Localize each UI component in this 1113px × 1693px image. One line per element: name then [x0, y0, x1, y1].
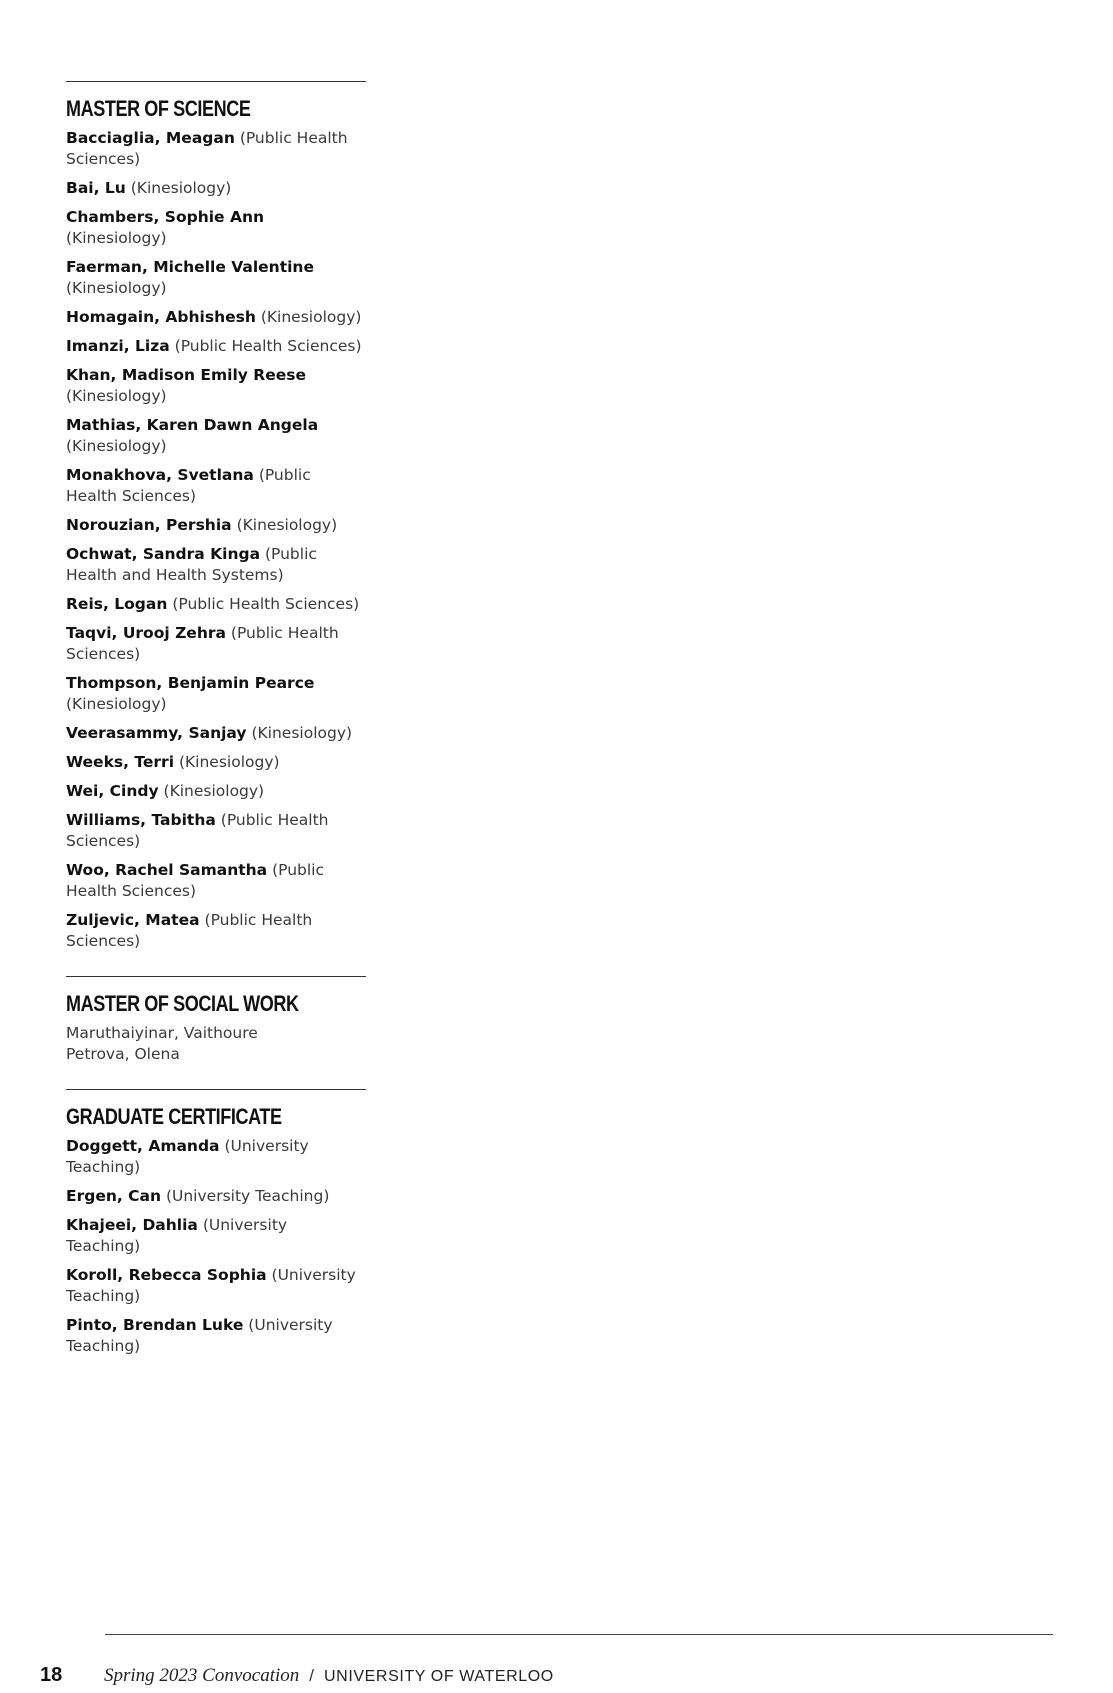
- graduate-program: (Kinesiology): [66, 437, 167, 455]
- graduate-name: Faerman, Michelle Valentine: [66, 258, 314, 276]
- list-item: [66, 623, 366, 665]
- list-item: [66, 673, 366, 715]
- list-item: [66, 1215, 366, 1257]
- entry-list: [66, 128, 366, 952]
- list-item: [66, 1186, 366, 1207]
- graduate-program: (Public Health Sciences): [174, 337, 362, 355]
- graduate-program: (University Teaching): [66, 1316, 333, 1355]
- graduate-program: (Public Health Sciences): [66, 811, 329, 850]
- graduate-name: Homagain, Abhishesh: [66, 308, 256, 326]
- list-item: [66, 465, 366, 507]
- graduate-program: (Kinesiology): [251, 724, 353, 742]
- section-title: MASTER OF SOCIAL WORK: [66, 991, 299, 1016]
- graduate-name: Wei, Cindy: [66, 782, 159, 800]
- list-item: [66, 544, 366, 586]
- graduate-name: Doggett, Amanda: [66, 1137, 220, 1155]
- graduate-program: (Public Health Sciences): [66, 624, 339, 663]
- graduate-list-column: [66, 81, 366, 1365]
- graduate-name: Chambers, Sophie Ann: [66, 208, 265, 226]
- list-item: [66, 752, 366, 773]
- graduate-name: Bai, Lu: [66, 179, 126, 197]
- graduate-name: Norouzian, Pershia: [66, 516, 232, 534]
- graduate-name: Woo, Rachel Samantha: [66, 861, 268, 879]
- graduate-name: Zuljevic, Matea: [66, 911, 200, 929]
- footer-divider: [105, 1634, 1053, 1635]
- graduate-program: (University Teaching): [66, 1266, 356, 1305]
- graduate-program: (Public Health Sciences): [66, 861, 324, 900]
- graduate-name: Reis, Logan: [66, 595, 168, 613]
- graduate-program: (Public Health and Health Systems): [66, 545, 317, 584]
- list-item: Maruthaiyinar, Vaithoure: [66, 1024, 258, 1042]
- graduate-name: Thompson, Benjamin Pearce: [66, 674, 315, 692]
- graduate-name: Monakhova, Svetlana: [66, 466, 254, 484]
- entry-list: [66, 1023, 366, 1065]
- list-item: [66, 128, 366, 170]
- graduate-program: (University Teaching): [66, 1216, 288, 1255]
- graduate-program: (Kinesiology): [66, 229, 167, 247]
- graduate-name: Ochwat, Sandra Kinga: [66, 545, 261, 563]
- list-item: [66, 365, 366, 407]
- list-item: [66, 178, 366, 199]
- list-item: [66, 810, 366, 852]
- graduate-name: Koroll, Rebecca Sophia: [66, 1266, 267, 1284]
- list-item: [66, 307, 366, 328]
- graduate-program: (Public Health Sciences): [172, 595, 360, 613]
- graduate-program: (Kinesiology): [236, 516, 338, 534]
- list-item: [66, 781, 366, 802]
- section-title: MASTER OF SCIENCE: [66, 96, 251, 121]
- list-item: [66, 860, 366, 902]
- graduate-program: (Public Health Sciences): [66, 466, 311, 505]
- section-divider: [66, 1089, 366, 1090]
- graduate-program: (Public Health Sciences): [66, 911, 313, 950]
- graduate-name: Bacciaglia, Meagan: [66, 129, 235, 147]
- section-master-of-science: [66, 81, 366, 976]
- graduate-program: (Kinesiology): [66, 695, 167, 713]
- graduate-program: (Kinesiology): [178, 753, 280, 771]
- page-footer: [40, 1664, 554, 1688]
- graduate-program: (Kinesiology): [260, 308, 362, 326]
- graduate-program: (University Teaching): [165, 1187, 330, 1205]
- list-item: [66, 336, 366, 357]
- footer-separator: /: [309, 1666, 315, 1685]
- list-item: [66, 515, 366, 536]
- graduate-name: Imanzi, Liza: [66, 337, 170, 355]
- section-graduate-certificate: [66, 1089, 366, 1357]
- graduate-name: Mathias, Karen Dawn Angela: [66, 416, 319, 434]
- section-divider: [66, 81, 366, 82]
- list-item: [66, 723, 366, 744]
- section-divider: [66, 976, 366, 977]
- section-title: GRADUATE CERTIFICATE: [66, 1104, 282, 1129]
- entry-list: [66, 1136, 366, 1357]
- graduate-name: Ergen, Can: [66, 1187, 162, 1205]
- graduate-name: Weeks, Terri: [66, 753, 175, 771]
- list-item: [66, 1136, 366, 1178]
- graduate-name: Williams, Tabitha: [66, 811, 216, 829]
- graduate-program: (University Teaching): [66, 1137, 309, 1176]
- list-item: [66, 1265, 366, 1307]
- list-item: [66, 257, 366, 299]
- list-item: [66, 910, 366, 952]
- list-item: Petrova, Olena: [66, 1045, 180, 1063]
- graduate-program: (Public Health Sciences): [66, 129, 348, 168]
- graduate-name: Veerasammy, Sanjay: [66, 724, 247, 742]
- graduate-program: (Kinesiology): [130, 179, 232, 197]
- graduate-program: (Kinesiology): [66, 387, 167, 405]
- list-item: [66, 415, 366, 457]
- graduate-program: (Kinesiology): [163, 782, 265, 800]
- graduate-name: Pinto, Brendan Luke: [66, 1316, 244, 1334]
- graduate-name: Taqvi, Urooj Zehra: [66, 624, 226, 642]
- graduate-program: (Kinesiology): [66, 279, 167, 297]
- footer-event-title: Spring 2023 Convocation: [104, 1665, 300, 1686]
- section-master-of-social-work: [66, 976, 366, 1089]
- list-item: [66, 207, 366, 249]
- page-number: 18: [40, 1664, 63, 1686]
- list-item: [66, 1315, 366, 1357]
- footer-school-name: UNIVERSITY OF WATERLOO: [324, 1668, 554, 1685]
- graduate-name: Khajeei, Dahlia: [66, 1216, 198, 1234]
- graduate-name: Khan, Madison Emily Reese: [66, 366, 306, 384]
- list-item: [66, 594, 366, 615]
